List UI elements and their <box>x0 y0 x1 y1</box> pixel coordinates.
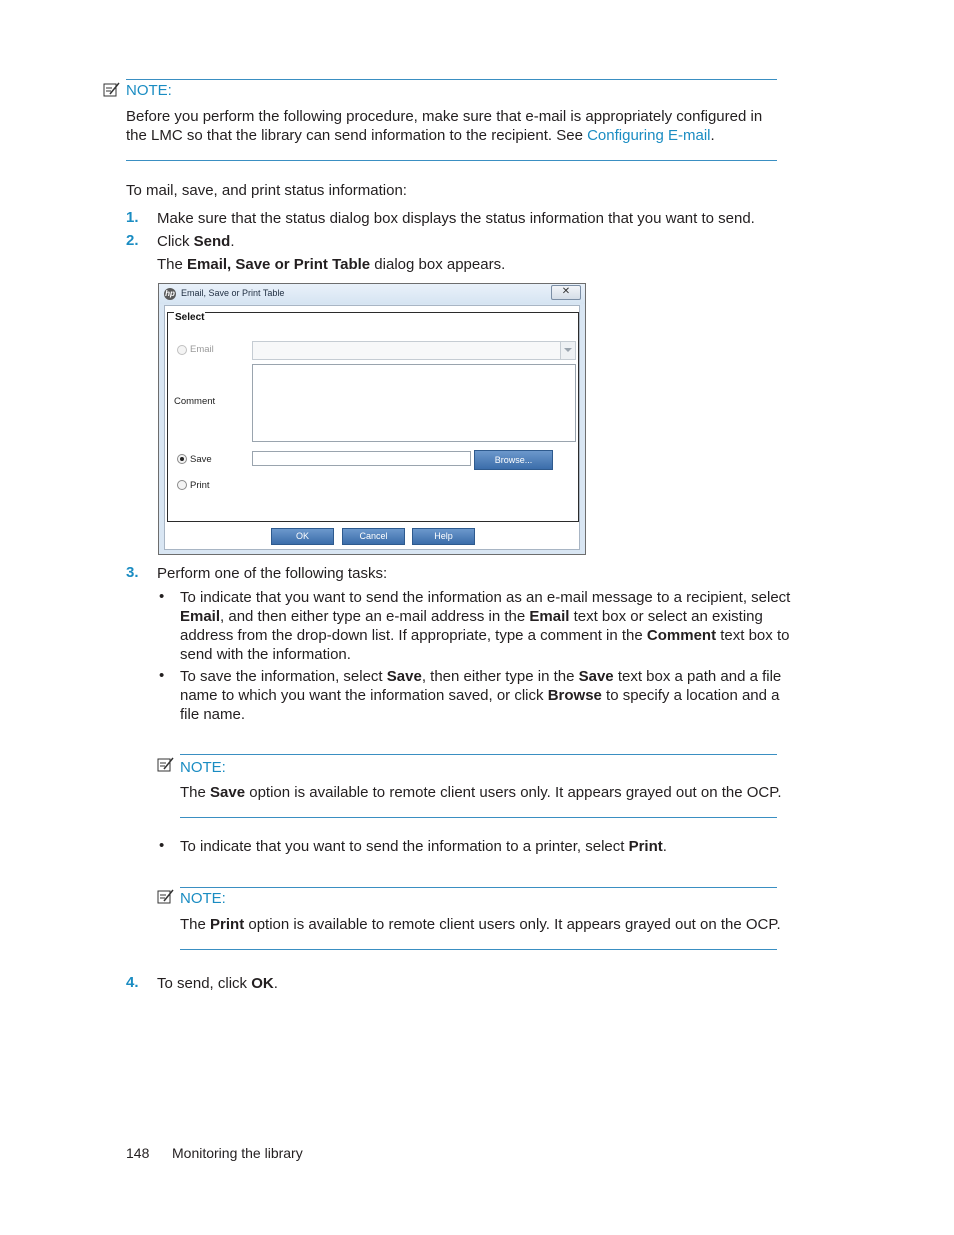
step-number: 3. <box>126 564 139 581</box>
note-bold: Print <box>210 916 245 933</box>
chevron-down-icon[interactable] <box>560 342 575 359</box>
step-text <box>157 232 235 251</box>
select-groupbox <box>167 312 579 522</box>
subtext-pre: The <box>157 256 188 273</box>
note-bold: Save <box>210 784 246 801</box>
step-subtext <box>157 255 505 274</box>
note-icon <box>157 889 175 905</box>
print-radio[interactable] <box>177 480 187 490</box>
bullet-part: To save the information, select <box>180 668 387 685</box>
bullet-bold: Email <box>529 608 570 625</box>
bullet-part: text box or select an existing address from the drop-down list. If appropriate, type a comment in the <box>180 608 763 644</box>
step-text-post: . <box>230 233 235 250</box>
bullet-mark: • <box>159 837 165 854</box>
bullet-part: text box a path and a file name to which you want the information saved, or click <box>180 668 782 704</box>
step-number: 1. <box>126 209 139 226</box>
bullet-part: text box to send with the information. <box>180 627 790 663</box>
step-number: 2. <box>126 232 139 249</box>
bullet-bold: Comment <box>646 627 717 644</box>
footer-section: Monitoring the library <box>172 1145 303 1161</box>
group-label: Select <box>175 312 205 323</box>
bullet-text <box>180 588 802 664</box>
close-icon[interactable]: ✕ <box>551 285 581 300</box>
bullet-part: To indicate that you want to send the information to a printer, select <box>180 838 629 855</box>
email-label: Email <box>190 344 214 355</box>
note-part: The <box>180 784 211 801</box>
bullet-bold: Browse <box>547 687 602 704</box>
note-text <box>180 915 781 934</box>
bullet-part: To indicate that you want to send the information as an e-mail message to a recipient, select <box>180 589 791 606</box>
note-icon <box>157 757 175 773</box>
dialog-titlebar <box>159 284 585 304</box>
bullet-text <box>180 837 667 856</box>
bullet-part: to specify a location and a file name. <box>180 687 780 723</box>
save-label: Save <box>190 454 212 465</box>
note-bottom-rule <box>126 160 777 161</box>
note-icon <box>103 82 121 98</box>
note-bottom-rule <box>180 817 777 818</box>
bullet-text <box>180 667 798 724</box>
hp-logo-icon: hp <box>165 289 175 298</box>
dialog-title: Email, Save or Print Table <box>181 288 285 298</box>
note-bottom-rule <box>180 949 777 950</box>
dialog-content <box>164 305 580 550</box>
bullet-mark: • <box>159 667 165 684</box>
note-top-rule <box>180 754 777 755</box>
note-text-body: Before you perform the following procedure, make sure that e-mail is appropriately configured in the LMC so that the library can send information to the recipient. See <box>126 108 763 144</box>
bullet-part: , then either type in the <box>421 668 579 685</box>
ok-button[interactable]: OK <box>271 528 334 545</box>
help-button[interactable]: Help <box>412 528 475 545</box>
configuring-email-link[interactable]: Configuring E-mail <box>587 127 711 144</box>
print-label: Print <box>190 480 210 491</box>
note-text-end: . <box>710 127 715 144</box>
note-top-rule <box>126 79 777 80</box>
email-combobox[interactable] <box>252 341 576 360</box>
note-part: option is available to remote client users only. It appears grayed out on the OCP. <box>244 916 781 933</box>
note-part: The <box>180 916 211 933</box>
email-radio[interactable] <box>177 345 187 355</box>
note-label: NOTE: <box>126 82 172 99</box>
cancel-button[interactable]: Cancel <box>342 528 405 545</box>
note-top-rule <box>180 887 777 888</box>
bullet-mark: • <box>159 588 165 605</box>
step-text: Perform one of the following tasks: <box>157 565 388 582</box>
step-text <box>157 974 278 993</box>
email-save-print-dialog <box>158 283 586 555</box>
step-text-pre: Click <box>157 233 194 250</box>
bullet-part: . <box>662 838 667 855</box>
note-text <box>126 107 781 145</box>
step-text-pre: To send, click <box>157 975 252 992</box>
subtext-post: dialog box appears. <box>370 256 506 273</box>
page-number: 148 <box>126 1145 150 1161</box>
save-radio[interactable] <box>177 454 187 464</box>
step-text-post: . <box>273 975 278 992</box>
step-text: Make sure that the status dialog box displays the status information that you want to send. <box>157 210 755 227</box>
step-text-bold: OK <box>251 975 274 992</box>
bullet-bold: Save <box>386 668 422 685</box>
intro-text: To mail, save, and print status information: <box>126 182 407 199</box>
subtext-bold: Email, Save or Print Table <box>187 256 371 273</box>
note-text <box>180 783 781 802</box>
bullet-bold: Save <box>578 668 614 685</box>
bullet-bold: Print <box>628 838 663 855</box>
save-path-input[interactable] <box>252 451 471 466</box>
browse-button[interactable]: Browse... <box>474 450 553 470</box>
note-part: option is available to remote client users only. It appears grayed out on the OCP. <box>245 784 782 801</box>
step-number: 4. <box>126 974 139 991</box>
bullet-part: , and then either type an e-mail address in the <box>220 608 530 625</box>
comment-textarea[interactable] <box>252 364 576 442</box>
note-label: NOTE: <box>180 759 226 776</box>
comment-label: Comment <box>174 396 216 407</box>
step-text-bold: Send <box>193 233 231 250</box>
note-label: NOTE: <box>180 890 226 907</box>
bullet-bold: Email <box>180 608 221 625</box>
